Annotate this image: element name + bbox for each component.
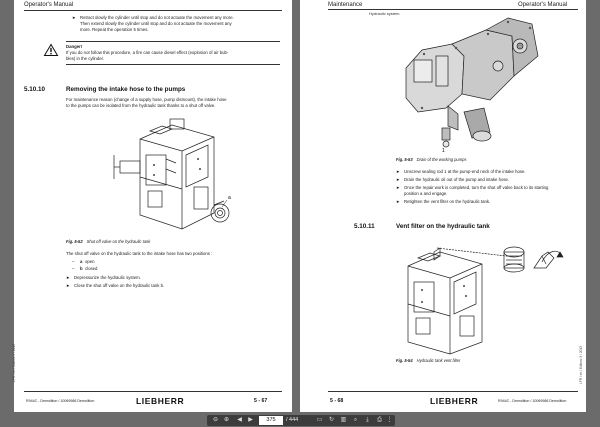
fit-page-icon[interactable]: ▭ [316,417,323,423]
figure-label: Fig. 5-54 [396,358,413,363]
rotate-icon[interactable]: ↻ [328,417,335,423]
previous-page-icon[interactable]: ◀ [237,417,242,423]
figure-hydraulic-tank [110,117,250,235]
danger-bottom-rule [66,64,280,65]
footer-doc-title: R944C - Demolition / 10069986 Demolition [498,399,567,403]
step-text: Once the repair work is completed, turn the shut off valve back to its starting [404,185,549,190]
print-icon[interactable]: ⎙ [377,417,382,423]
figure-caption-text: Shut off valve on the hydraulic tank [86,239,151,244]
danger-text: bles) in the cylinder. [66,56,104,61]
more-icon[interactable]: ⋮ [386,417,393,423]
position-text: closed [85,266,98,271]
right-page [300,0,586,412]
figure-caption [396,358,460,363]
next-page-icon[interactable]: ▶ [248,417,253,423]
page-header-title: Operator's Manual [24,2,74,8]
page-number-input[interactable] [259,416,283,425]
figure-caption [396,157,466,162]
figure-label: Fig. 5-52 [66,239,83,244]
figure-caption-text: Hydraulic tank vent filter [416,358,461,363]
page-header-subsection: Hydraulic system [369,11,400,16]
intro-line: more. Repeat the operation 5 times. [80,27,149,32]
side-edition-text: LFR / en / Edition: 3 / 2013 [12,344,16,382]
position-key: a [80,259,83,264]
intro-line: Then extend slowly the cylinder until stop and do not actuate the movement any [80,21,232,26]
two-page-view-icon[interactable]: ▥ [340,417,347,423]
left-page [14,0,292,412]
step-text: Depressurize the hydraulic system. [74,275,141,280]
section-title: Removing the intake hose to the pumps [66,86,186,93]
position-key: b [80,266,83,271]
danger-text: If you do not follow this procedure, a fire can cause diesel effect (explosion of air bub- [66,50,229,55]
figure-callout: 1 [442,148,445,154]
danger-title: Danger! [66,44,83,49]
figure-callout: a [228,195,231,201]
page-number: 5 - 68 [330,398,344,404]
footer-rule [328,391,578,392]
section-number: 5.10.10 [24,86,46,93]
bullet-arrow-icon: ► [396,177,401,182]
header-rule [328,9,578,10]
page-number: 5 - 67 [254,398,268,404]
bullet-arrow-icon: ► [72,15,77,20]
page-total: / 444 [286,417,299,423]
bullet-arrow-icon: ► [396,169,401,174]
bullet-arrow-icon: ► [66,275,71,280]
zoom-in-icon[interactable]: ⊕ [223,417,230,423]
step-text: Drain the hydraulic oil out of the pump and intake hose. [404,177,510,182]
side-edition-text: LFR / en / Edition: 3 / 2013 [579,346,583,384]
page-header-title: Operator's Manual [518,2,568,8]
warning-triangle-icon [44,44,58,56]
footer-doc-title: R944C - Demolition / 10069986 Demolition [26,399,95,403]
position-text: open [85,259,95,264]
figure-working-pumps [392,16,544,152]
bullet-arrow-icon: ► [66,283,71,288]
step-text: Unscrew sealing rod 1 at the pump-end neck of the intake hose. [404,169,526,174]
page-header-section: Maintenance [328,2,363,8]
figure-vent-filter [396,238,576,354]
section-number: 5.10.11 [354,223,375,230]
section-title: Vent filter on the hydraulic tank [396,223,490,230]
figure-label: Fig. 5-53 [396,157,413,162]
liebherr-logo: LIEBHERR [430,396,479,406]
positions-intro: The shut off valve on the hydraulic tank to the intake hose has two positions : [66,251,213,256]
figure-caption-text: Drain of the working pumps [416,157,467,162]
figure-caption [66,239,150,244]
download-icon[interactable]: ⤓ [366,417,369,423]
intro-line: Retract slowly the cylinder until stop and do not actuate the movement any more. [80,15,234,20]
paragraph-line: to the pumps can be isolated from the hydraulic tank thanks to a shut off valve. [66,103,216,108]
step-text: Retighten the vent filter on the hydraulic tank. [404,199,491,204]
step-text: position a and engage. [404,191,448,196]
step-text: Close the shut off valve on the hydraulic tank b. [74,283,165,288]
position-dash: – [72,259,75,264]
liebherr-logo: LIEBHERR [136,396,185,406]
position-dash: – [72,266,75,271]
pdf-toolbar [207,415,395,426]
header-rule [24,10,282,11]
search-icon[interactable]: ⌕ [353,417,358,423]
bullet-arrow-icon: ► [396,185,401,190]
footer-rule [24,391,282,392]
zoom-out-icon[interactable]: ⊖ [212,417,219,423]
paragraph-line: For maintenance reason (change of a supply hose, pump dismount), the intake hose [66,97,227,102]
bullet-arrow-icon: ► [396,199,401,204]
danger-top-rule [66,41,280,42]
